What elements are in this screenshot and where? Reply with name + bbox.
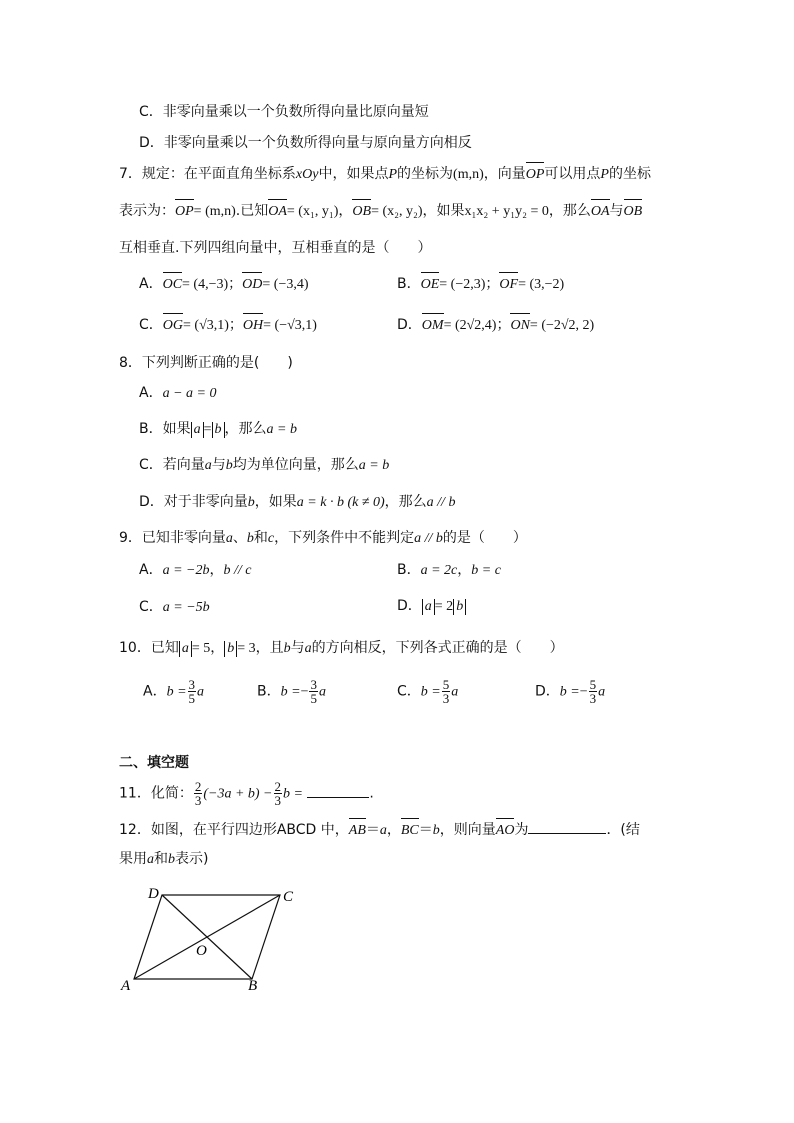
q7-text: ，如果 [422,203,465,219]
q7-vector-ob: OB [352,202,371,222]
q10-text: 10．已知 [119,640,179,656]
q7-text: .已知 [235,203,269,219]
fraction-denominator: 3 [442,691,450,706]
q7-line2 [119,201,642,222]
q10-rhs: a [451,684,459,700]
q12-vector-ao: AO [496,821,515,841]
q7-text: 可以用点 [544,166,601,182]
q12-vec-a: a [379,823,387,838]
q10-c-label: C． [397,683,421,700]
q7-text: 表示为： [119,203,175,219]
diagonal-bd [162,895,252,979]
q12-text: 和 [154,851,168,867]
fraction-denominator: 5 [310,691,317,706]
q9-sep: ， [209,562,224,578]
q9-c-math: a = −5b [162,600,210,615]
q8-d-math: a = k · b (k ≠ 0) [296,495,385,510]
q12-vec-a: a [147,852,154,867]
q7-text: 中，如果点 [318,166,389,182]
q8-c-text: 均为单位向量，那么 [232,457,359,473]
q12-text: 为 [514,822,529,838]
q9-a-label: A． [139,562,163,578]
q8-eq: = [203,422,212,437]
q8-d-text: ，那么 [384,494,427,510]
q12-line1 [119,819,640,841]
q10-eq5: = 5， [191,641,225,656]
q7-vector-od: OD [242,275,262,295]
q9-option-c [139,597,210,618]
q9-text: ，下列条件中不能判定 [274,530,415,546]
q10-rhs: a [598,684,606,700]
q7-vector-oc: OC [163,275,182,295]
q10-option-a [143,678,204,704]
q7-sep: ， [338,203,353,219]
q12-line2 [119,849,208,870]
fraction-numerator: 5 [589,677,597,692]
q8-option-c [139,455,389,476]
q7-option-d [397,315,594,336]
q7-of-value: = (3,−2) [518,277,565,292]
q11-fraction-2 [274,780,283,807]
q10-a-fraction [188,678,197,705]
q11-end: . [369,785,374,802]
q10-a-label: A． [143,683,167,700]
q12-text: ， [386,822,401,838]
q8-b-math: a = b [266,422,297,437]
q8-b-text: ，那么 [224,421,267,437]
q10-stem [119,638,564,659]
vertex-label-a: A [121,978,131,994]
q7-sep: ； [228,317,243,333]
fraction-numerator: 3 [310,677,317,692]
q10-b-fraction [309,678,318,705]
q7-ob-value: = (x₂, y₂) [371,204,423,219]
q9-a-math1: a = −2b [162,563,210,578]
fraction-denominator: 3 [194,793,202,808]
q8-abs-a: a [191,422,204,438]
q12-text: ，则向量 [439,822,496,838]
q10-abs-b: b [224,641,237,657]
q9-text: 、 [232,530,247,546]
q7-point-p: P [600,167,609,182]
q7-line1 [119,164,651,185]
section-title: 二、填空题 [119,755,189,771]
q10-d-fraction [589,678,598,705]
q7-text: 与 [609,203,624,219]
vertex-label-b: B [248,978,258,994]
q7-text: 的坐标为 [397,166,454,182]
q8-vec-b: b [225,458,233,473]
q10-neg: − [579,684,588,700]
q9-option-b [397,560,501,581]
q12-text: 果用 [119,851,147,867]
q9-abs-a: a [422,599,435,615]
q10-lhs: b = [420,684,441,700]
fraction-numerator: 5 [442,677,450,692]
q10-vec-b: b [283,641,291,656]
q7-og-value: = (√3,1) [183,318,229,333]
q7-vector-om: OM [422,316,444,336]
q8-d-parallel: a // b [426,495,456,510]
q9-c-label: C． [139,599,163,615]
q8-option-b [139,419,297,440]
q9-a-math2: b // c [223,563,252,578]
q8-c-text: 与 [211,457,226,473]
q9-text: 9．已知非零向量 [119,530,226,546]
q8-a-math: a − a = 0 [162,386,217,401]
q10-text: 的方向相反，下列各式正确的是（ ） [311,640,564,656]
fraction-numerator: 2 [274,779,281,794]
fraction-numerator: 2 [194,779,202,794]
q9-eq: = 2 [434,599,454,614]
q11-expr: b = [283,786,303,802]
q7-text: ，向量 [483,166,526,182]
q9-b-math1: a = 2c [420,563,458,578]
q7-a-label: A． [139,276,163,292]
q10-text: 与 [290,640,305,656]
q7-vector-op: OP [175,202,194,222]
q9-b-math2: b = c [471,563,501,578]
q10-option-b [257,678,326,704]
q9-text: 和 [253,530,268,546]
q11-answer-blank[interactable] [307,783,369,798]
q9-option-d [397,596,466,617]
q8-abs-b: b [212,422,225,438]
fraction-denominator: 5 [188,691,196,706]
q10-neg: − [300,684,309,700]
q8-vec-b: b [247,495,255,510]
q7-vector-oa: OA [591,202,610,222]
q7-op-value: = (m,n) [193,204,236,219]
q12-vector-bc: BC [401,821,419,841]
q7-sep: ； [485,276,500,292]
q10-vec-a: a [304,641,312,656]
q7-vector-on: ON [510,316,529,336]
q8-a-label: A． [139,385,163,401]
q11-fraction-1 [194,780,203,807]
q7-vector-of: OF [499,275,518,295]
q7-option-b [397,274,564,295]
q9-vec-a: a [225,531,233,546]
q12-text: 12．如图，在平行四边形ABCD 中， [119,822,349,838]
q7-point-p: P [388,167,398,182]
q7-xoy: xOy [295,167,319,182]
q9-stem [119,528,527,549]
q12-vec-b: b [168,852,175,867]
q9-sep: ， [457,562,472,578]
q7-vector-oe: OE [421,275,440,295]
q10-d-label: D． [535,683,560,700]
q10-eq3: = 3 [237,641,256,656]
q7-om-value: = (2√2,4) [443,318,497,333]
q7-d-label: D． [397,317,422,333]
q7-condition: x₁x₂ + y₁y₂ = 0 [464,204,549,219]
q7-od-value: = (−3,4) [262,277,309,292]
q10-lhs: b = [280,684,301,700]
q11 [119,780,374,806]
q12-vector-ab: AB [349,821,366,841]
q10-b-label: B． [257,683,281,700]
q7-vector-og: OG [163,316,183,336]
fraction-denominator: 3 [589,691,597,706]
q9-option-a [139,560,251,581]
q12-text: ＝ [365,822,380,838]
q7-oc-value: = (4,−3) [182,277,229,292]
q9-abs-b: b [453,599,466,615]
q8-b-text: B．如果 [139,421,191,437]
q6-option-d: D．非零向量乘以一个负数所得向量与原向量方向相反 [139,135,472,151]
q7-text: 规定：在平面直角坐标系 [141,166,296,182]
q6-option-c: C．非零向量乘以一个负数所得向量比原向量短 [139,104,429,120]
q10-option-c [397,678,458,704]
q7-option-c [139,315,317,336]
q7-sep: ； [496,317,511,333]
vertex-label-d: D [148,886,159,902]
q7-oe-value: = (−2,3) [439,277,486,292]
q7-text: 的坐标 [608,166,651,182]
q7-mn: (m,n) [453,167,484,182]
q10-lhs: b = [559,684,580,700]
q11-expr: (−3a + b) − [203,786,273,802]
q9-vec-b: b [246,531,254,546]
fraction-numerator: 3 [188,677,196,692]
q7-sep: ； [228,276,243,292]
vertex-label-c: C [283,889,294,905]
q8-option-d [139,492,455,513]
q10-abs-a: a [179,641,192,657]
fraction-denominator: 3 [274,793,281,808]
q8-c-math: a = b [358,458,390,473]
q12-text: ．(结 [606,822,640,838]
q10-rhs: a [318,684,326,700]
q7-b-label: B． [397,276,421,292]
q7-vector-oa: OA [268,202,287,222]
q7-vector-ob: OB [624,202,643,222]
q7-oh-value: = (−√3,1) [263,318,317,333]
q12-text: ＝ [418,822,433,838]
q8-c-text: C．若向量 [139,457,205,473]
q11-label: 11．化简： [119,785,193,802]
q10-c-fraction [442,678,451,705]
q7-vector-oh: OH [243,316,263,336]
parallelogram-figure [110,878,310,998]
q7-text: ，那么 [548,203,591,219]
center-label-o: O [196,943,207,959]
q10-rhs: a [197,684,205,700]
q7-line3: 互相垂直.下列四组向量中，互相垂直的是（ ） [119,240,432,256]
q9-d-label: D． [397,598,422,614]
q7-number: 7． [119,166,142,182]
q10-lhs: b = [166,684,187,700]
q10-text: ，且 [255,640,284,656]
q12-answer-blank[interactable] [528,819,606,834]
q9-vec-c: c [267,531,275,546]
q8-option-a [139,383,216,404]
q7-c-label: C． [139,317,163,333]
q7-vector-op: OP [526,165,545,185]
q9-parallel: a // b [414,531,443,546]
q8-vec-a: a [204,458,212,473]
q7-on-value: = (−2√2, 2) [529,318,595,333]
q7-oa-value: = (x₁, y₁) [286,204,339,219]
q9-text: 的是（ ） [442,530,527,546]
q9-b-label: B． [397,562,421,578]
q8-d-text: ，如果 [254,494,297,510]
q12-vec-b: b [432,823,440,838]
q12-text: 表示) [175,851,209,867]
q7-option-a [139,274,309,295]
q10-option-d [535,678,605,704]
q8-stem: 8．下列判断正确的是( ) [119,355,293,371]
q8-d-text: D．对于非零向量 [139,494,248,510]
